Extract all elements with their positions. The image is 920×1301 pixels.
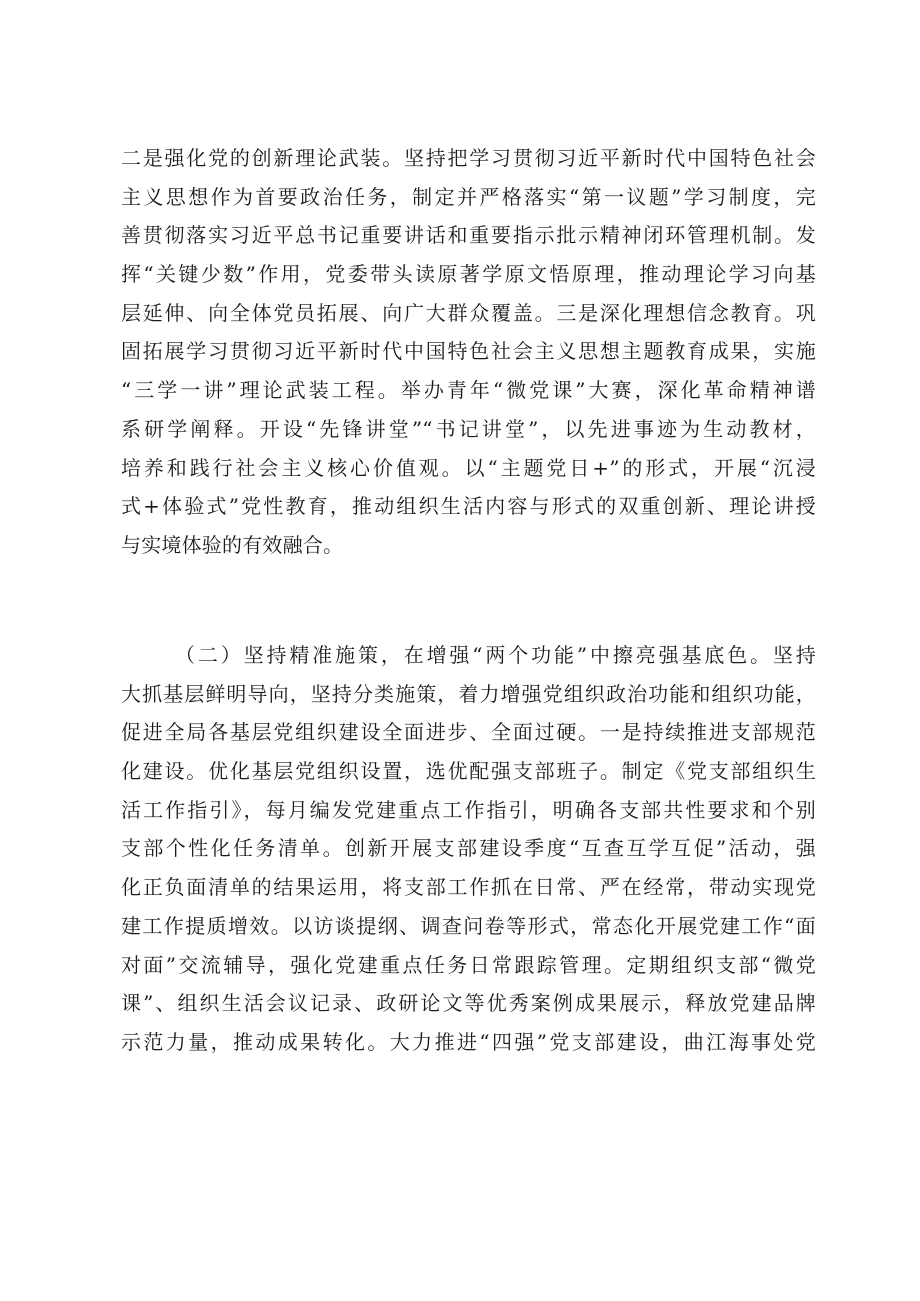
text-line: 与实境体验的有效融合。 (121, 532, 344, 557)
text-line: 化正负面清单的结果运用，将支部工作抓在日常、严在经常，带动实现党 (121, 875, 816, 900)
text-line: 化建设。优化基层党组织设置，选优配强支部班子。制定《党支部组织生 (121, 759, 816, 784)
text-line: 示范力量，推动成果转化。大力推进“四强”党支部建设，曲江海事处党 (121, 1029, 816, 1054)
text-line: 课”、组织生活会议记录、政研论文等优秀案例成果展示，释放党建品牌 (121, 991, 816, 1016)
text-line: 促进全局各基层党组织建设全面进步、全面过硬。一是持续推进支部规范 (121, 720, 816, 745)
text-line: 培养和践行社会主义核心价值观。以“主题党日+”的形式，开展“沉浸 (121, 455, 816, 480)
text-line: 系研学阐释。开设“先锋讲堂”“书记讲堂”，以先进事迹为生动教材， (121, 416, 816, 441)
text-line: 活工作指引》，每月编发党建重点工作指引，明确各支部共性要求和个别 (121, 797, 816, 822)
text-line: 挥“关键少数”作用，党委带头读原著学原文悟原理，推动理论学习向基 (121, 262, 816, 287)
text-line: 善贯彻落实习近平总书记重要讲话和重要指示批示精神闭环管理机制。发 (121, 223, 816, 248)
text-line: 二是强化党的创新理论武装。坚持把学习贯彻习近平新时代中国特色社会 (121, 146, 816, 170)
text-line: 固拓展学习贯彻习近平新时代中国特色社会主义思想主题教育成果，实施 (121, 339, 816, 364)
text-line: “三学一讲”理论武装工程。举办青年“微党课”大赛，深化革命精神谱 (121, 378, 816, 403)
section-heading-line: （二）坚持精准施策，在增强“两个功能”中擦亮强基底色。坚持 (175, 643, 816, 667)
paragraph-ideology-education (121, 139, 816, 565)
text-line: 式+体验式”党性教育，推动组织生活内容与形式的双重创新、理论讲授 (121, 494, 816, 519)
text-line: 对面”交流辅导，强化党建重点任务日常跟踪管理。定期组织支部“微党 (121, 952, 816, 977)
text-line: 支部个性化任务清单。创新开展支部建设季度“互查互学互促”活动，强 (121, 836, 816, 861)
text-line: 建工作提质增效。以访谈提纲、调查问卷等形式，常态化开展党建工作“面 (121, 913, 816, 938)
text-line: 层延伸、向全体党员拓展、向广大群众覆盖。三是深化理想信念教育。巩 (121, 300, 816, 325)
text-line: 主义思想作为首要政治任务，制定并严格落实“第一议题”学习制度，完 (121, 184, 816, 209)
text-line: 大抓基层鲜明导向，坚持分类施策，着力增强党组织政治功能和组织功能， (121, 681, 816, 706)
paragraph-precise-measures (121, 636, 816, 1062)
